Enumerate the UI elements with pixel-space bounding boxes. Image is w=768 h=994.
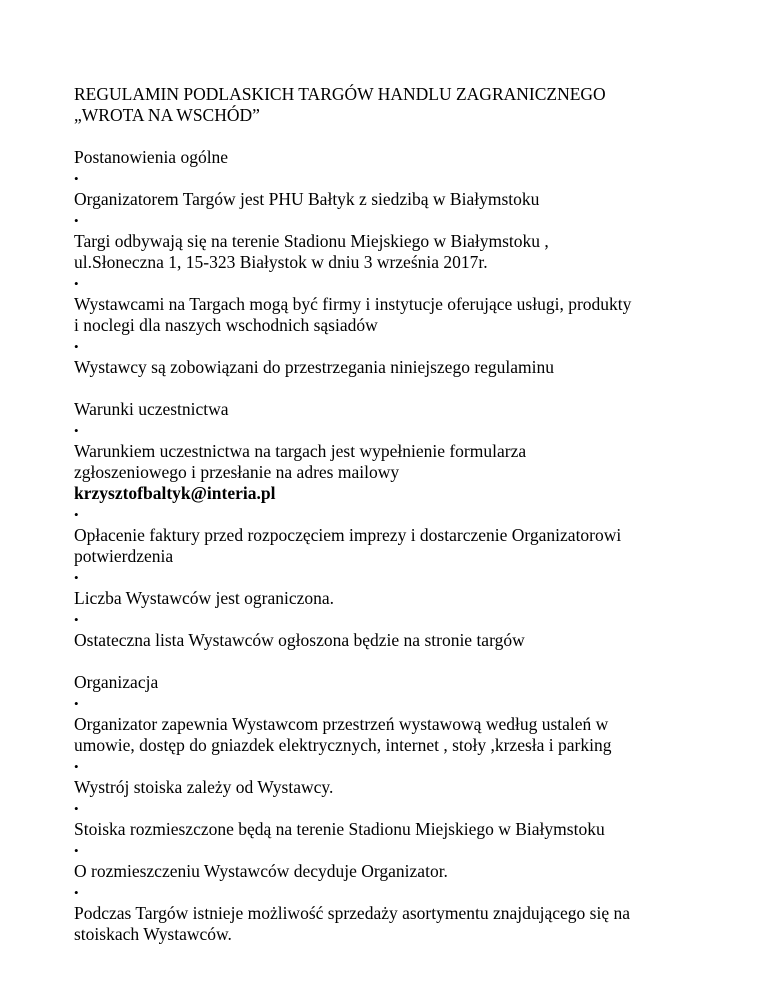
title-line-2: „WROTA NA WSCHÓD” bbox=[74, 105, 260, 125]
bullet-icon: • bbox=[74, 801, 79, 816]
list-item-continuation: umowie, dostęp do gniazdek elektrycznych, internet , stoły ,krzesła i parking bbox=[74, 735, 612, 755]
bullet-icon: • bbox=[74, 276, 79, 291]
spacer bbox=[74, 651, 714, 672]
section-heading: Organizacja bbox=[74, 672, 159, 692]
bullet-icon: • bbox=[74, 696, 79, 711]
bullet-icon: • bbox=[74, 507, 79, 522]
document-title bbox=[74, 84, 714, 126]
list-item: Opłacenie faktury przed rozpoczęciem imprezy i dostarczenie Organizatorowi bbox=[74, 525, 622, 545]
list-item-continuation: zgłoszeniowego i przesłanie na adres mailowy bbox=[74, 462, 400, 482]
bullet-icon: • bbox=[74, 213, 79, 228]
bullet-icon: • bbox=[74, 843, 79, 858]
list-item: Stoiska rozmieszczone będą na terenie Stadionu Miejskiego w Białymstoku bbox=[74, 819, 605, 839]
list-item: Podczas Targów istnieje możliwość sprzedaży asortymentu znajdującego się na bbox=[74, 903, 631, 923]
list-item: Ostateczna lista Wystawców ogłoszona będzie na stronie targów bbox=[74, 630, 525, 650]
list-item: Wystawcy są zobowiązani do przestrzegania niniejszego regulaminu bbox=[74, 357, 555, 377]
list-item: Liczba Wystawców jest ograniczona. bbox=[74, 588, 335, 608]
list-item: Organizatorem Targów jest PHU Bałtyk z siedzibą w Białymstoku bbox=[74, 189, 540, 209]
bullet-icon: • bbox=[74, 171, 79, 186]
section-participation bbox=[74, 399, 714, 651]
section-organization bbox=[74, 672, 714, 945]
section-heading: Postanowienia ogólne bbox=[74, 147, 229, 167]
bullet-icon: • bbox=[74, 339, 79, 354]
list-item-continuation: ul.Słoneczna 1, 15-323 Białystok w dniu 3 września 2017r. bbox=[74, 252, 488, 272]
section-heading: Warunki uczestnictwa bbox=[74, 399, 229, 419]
bullet-icon: • bbox=[74, 759, 79, 774]
bullet-icon: • bbox=[74, 570, 79, 585]
bullet-icon: • bbox=[74, 612, 79, 627]
section-general bbox=[74, 147, 714, 378]
title-line-1: REGULAMIN PODLASKICH TARGÓW HANDLU ZAGRANICZNEGO bbox=[74, 84, 606, 104]
list-item-continuation: i noclegi dla naszych wschodnich sąsiadów bbox=[74, 315, 378, 335]
document-body bbox=[74, 84, 714, 945]
list-item: Organizator zapewnia Wystawcom przestrzeń wystawową według ustaleń w bbox=[74, 714, 609, 734]
bullet-icon: • bbox=[74, 423, 79, 438]
email-address: krzysztofbaltyk@interia.pl bbox=[74, 483, 276, 503]
bullet-icon: • bbox=[74, 885, 79, 900]
list-item: O rozmieszczeniu Wystawców decyduje Organizator. bbox=[74, 861, 448, 881]
list-item: Targi odbywają się na terenie Stadionu Miejskiego w Białymstoku , bbox=[74, 231, 549, 251]
list-item: Warunkiem uczestnictwa na targach jest wypełnienie formularza bbox=[74, 441, 527, 461]
list-item-continuation: potwierdzenia bbox=[74, 546, 174, 566]
list-item: Wystrój stoiska zależy od Wystawcy. bbox=[74, 777, 334, 797]
list-item-continuation: stoiskach Wystawców. bbox=[74, 924, 232, 944]
spacer bbox=[74, 126, 714, 147]
spacer bbox=[74, 378, 714, 399]
list-item: Wystawcami na Targach mogą być firmy i instytucje oferujące usługi, produkty bbox=[74, 294, 632, 314]
